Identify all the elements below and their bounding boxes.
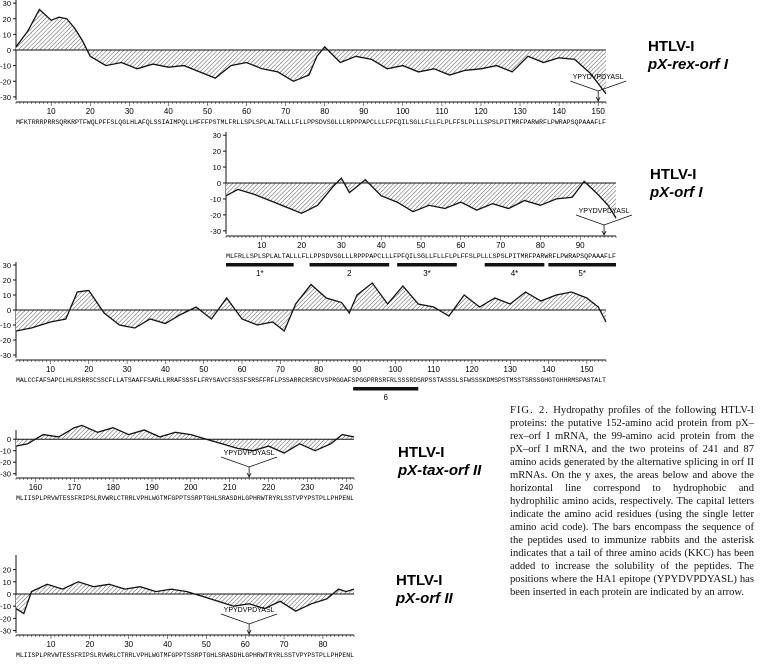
- y-tick-label: -10: [0, 602, 11, 612]
- y-tick-label: 30: [2, 261, 11, 270]
- x-tick-label: 10: [46, 107, 56, 116]
- epitope-callout: [576, 215, 632, 225]
- x-tick-label: 50: [203, 107, 212, 116]
- x-tick-label: 230: [300, 483, 315, 492]
- peptide-bar: [226, 263, 294, 267]
- peptide-label: 3*: [423, 269, 431, 278]
- x-tick-label: 190: [145, 483, 159, 492]
- hydropathy-area: [16, 9, 606, 93]
- x-tick-label: 30: [124, 640, 134, 649]
- x-tick-label: 120: [474, 107, 488, 116]
- x-tick-label: 40: [160, 365, 170, 374]
- hydropathy-area: [16, 283, 606, 331]
- virus-label: HTLV-I: [396, 572, 443, 589]
- x-tick-label: 90: [359, 107, 369, 116]
- virus-label: HTLV-I: [650, 166, 697, 183]
- y-tick-label: 10: [2, 291, 11, 300]
- y-tick-label: 10: [2, 30, 11, 40]
- x-tick-label: 60: [456, 241, 466, 250]
- x-tick-label: 120: [465, 365, 479, 374]
- epitope-label: YPYDVPDYASL: [223, 607, 275, 614]
- y-tick-label: -20: [0, 458, 11, 468]
- amino-acid-sequence: MLIISPLPRVWTESSFRIPSLRVWRLCTRRLVPHLWGTMFGPPTSSRPTGHLSRASDHLGPHRWTRYRLSSTVPYPSTPLLPHPENL: [16, 652, 355, 659]
- x-tick-label: 30: [336, 241, 346, 250]
- peptide-label: 4*: [510, 269, 519, 278]
- y-tick-label: -30: [0, 92, 11, 102]
- y-tick-label: -20: [0, 336, 11, 345]
- y-tick-label: -30: [0, 626, 11, 636]
- x-tick-label: 20: [84, 365, 94, 374]
- x-tick-label: 70: [275, 365, 285, 374]
- x-tick-label: 140: [541, 365, 556, 374]
- x-tick-label: 170: [67, 483, 81, 492]
- chart-3: [0, 261, 606, 402]
- x-tick-label: 110: [427, 365, 440, 374]
- y-tick-label: -20: [210, 210, 221, 220]
- y-tick-label: 0: [216, 179, 221, 188]
- y-tick-label: 10: [2, 577, 11, 587]
- peptide-label: 6: [383, 393, 388, 402]
- x-tick-label: 60: [242, 107, 251, 116]
- protein-label: pX-tax-orf II: [398, 462, 482, 479]
- x-tick-label: 150: [591, 107, 605, 116]
- caption-figure-label: FIG. 2.: [510, 405, 549, 416]
- x-tick-label: 30: [122, 365, 132, 374]
- x-tick-label: 40: [163, 107, 173, 116]
- epitope-callout: [221, 457, 277, 467]
- peptide-bar: [397, 263, 457, 267]
- x-tick-label: 80: [314, 365, 324, 374]
- y-tick-label: 20: [2, 14, 11, 24]
- x-tick-label: 90: [352, 365, 362, 374]
- x-tick-label: 10: [46, 365, 55, 374]
- amino-acid-sequence: MFKTRRRPRRSQRKRPTFWQLPFFSLQGLHLAFQLSSIAIMPQLLHFFFPSTMLFRLLSPLSPLALTALLLFLLPPSDVSGLLLRPPPAPCLLLFPFQILSGLLFLLFLPLFFSLPLLLSPSLPITMRFPARWRFLPWRAPSQPAAAFLF: [16, 119, 607, 126]
- x-tick-label: 40: [376, 241, 386, 250]
- x-tick-label: 40: [163, 640, 172, 649]
- peptide-label: 5*: [578, 269, 586, 278]
- y-tick-label: 30: [2, 0, 11, 9]
- x-tick-label: 100: [388, 365, 402, 374]
- epitope-label: YPYDVPDYASL: [578, 208, 630, 215]
- y-tick-label: 0: [6, 590, 11, 599]
- x-tick-label: 60: [240, 640, 250, 649]
- y-tick-label: 0: [6, 306, 11, 315]
- x-tick-label: 30: [124, 107, 134, 116]
- y-tick-label: 20: [2, 565, 11, 575]
- x-tick-label: 200: [184, 483, 198, 492]
- virus-label: HTLV-I: [398, 444, 445, 461]
- peptide-label: 1*: [256, 269, 264, 278]
- x-tick-label: 80: [320, 107, 330, 116]
- y-tick-label: 20: [212, 147, 221, 157]
- x-tick-label: 110: [435, 107, 449, 116]
- x-tick-label: 90: [575, 241, 585, 250]
- x-tick-label: 20: [85, 640, 95, 649]
- chart-4: [0, 425, 482, 502]
- y-tick-label: 30: [212, 131, 221, 141]
- y-tick-label: -20: [0, 77, 11, 87]
- figure-caption: [510, 404, 754, 599]
- peptide-bar: [310, 263, 390, 267]
- y-tick-label: -30: [0, 351, 11, 360]
- amino-acid-sequence: MLFRLLSPLSPLALTALLLFLLPPSDVSGLLLRPPPAPCLLLFPFQILSGLLFLLFLPLFFSLPLLLSPSLPITMRFPARWRFLPWRAPSQPAAAFLF: [226, 253, 617, 260]
- y-tick-label: -20: [0, 614, 11, 624]
- y-tick-label: 0: [6, 435, 11, 445]
- x-tick-label: 80: [535, 241, 545, 250]
- x-tick-label: 180: [106, 483, 120, 492]
- peptide-bar: [353, 387, 418, 391]
- chart-1: [0, 0, 729, 126]
- x-tick-label: 70: [281, 107, 291, 116]
- x-tick-label: 70: [279, 640, 289, 649]
- amino-acid-sequence: MLIISPLPRVWTESSFRIPSLRVWRLCTRRLVPHLWGTMFGPPTSSRPTGHLSRASDHLGPHRWTRYRLSSTVPYPSTPLLPHPENL: [16, 495, 355, 502]
- caption-text: Hydropathy profiles of the following HTLV-I proteins: the putative 152-amino acid protein from pX–rex–orf I mRNA, the 99-amino acid protein from the pX–orf I mRNA, and the two proteins of 241 and 87 amino acids generated by the alternative splicing in orf II mRNAs. On the y axes, the areas below and above the horizontal line correspond to hydrophobic and hydrophilic amino acids, respectively. The capital letters indicate the amino acid residues (using the single letter amino acid code). The bars encompass the sequence of the peptides used to immunize rabbits and the asterisk indicates that a tail of three amino acids (KKC) has been added to increase the solubility of the peptides. The positions where the HA1 epitope (YPYDVPDYASL) has been inserted in each protein are indicated by an arrow.: [510, 405, 755, 598]
- epitope-label: YPYDVPDYASL: [572, 74, 624, 81]
- x-tick-label: 50: [201, 640, 211, 649]
- x-tick-label: 150: [580, 365, 594, 374]
- protein-label: pX-orf I: [650, 184, 703, 201]
- y-tick-label: -30: [0, 469, 11, 479]
- y-tick-label: -10: [0, 321, 11, 330]
- x-tick-label: 20: [297, 241, 307, 250]
- epitope-callout: [221, 614, 277, 624]
- x-tick-label: 140: [552, 107, 566, 116]
- y-tick-label: -10: [210, 194, 221, 204]
- peptide-bar: [548, 263, 616, 267]
- x-tick-label: 160: [28, 483, 43, 492]
- x-tick-label: 20: [85, 107, 95, 116]
- y-tick-label: 0: [6, 46, 11, 55]
- x-tick-label: 80: [318, 640, 328, 649]
- x-tick-label: 10: [46, 640, 56, 649]
- x-tick-label: 60: [237, 365, 247, 374]
- x-tick-label: 130: [513, 107, 527, 116]
- y-tick-label: -10: [0, 446, 11, 456]
- x-tick-label: 240: [339, 483, 353, 492]
- x-tick-label: 50: [416, 241, 426, 250]
- x-tick-label: 100: [396, 107, 410, 116]
- peptide-label: 2: [347, 269, 352, 278]
- chart-5: [0, 555, 453, 659]
- x-tick-label: 220: [261, 483, 276, 492]
- y-tick-label: -10: [0, 61, 11, 71]
- x-tick-label: 70: [496, 241, 506, 250]
- amino-acid-sequence: MALCCFAFSAPCLHLRSRRSCSSCFLLATSAAFFSARLLRRAFSSSFLFRYSAVCFSSSFSRSFFRFLPSSARRCRSRCVSPRGGAFSPGGPRRSRFRLSSSRDSRPSSTASSSLSFWSSSKDMSPSTMSSTSRSSGHGTGHHRMSPASTALT: [16, 377, 607, 384]
- y-tick-label: 20: [2, 276, 11, 285]
- x-tick-label: 10: [257, 241, 267, 250]
- x-tick-label: 50: [199, 365, 209, 374]
- x-tick-label: 130: [503, 365, 517, 374]
- protein-label: pX-rex-orf I: [648, 56, 729, 73]
- protein-label: pX-orf II: [396, 590, 453, 607]
- virus-label: HTLV-I: [648, 38, 695, 55]
- chart-2: [210, 131, 703, 278]
- x-tick-label: 210: [222, 483, 237, 492]
- y-tick-label: -30: [210, 226, 221, 236]
- y-tick-label: 10: [212, 163, 221, 173]
- epitope-label: YPYDVPDYASL: [223, 450, 275, 457]
- peptide-bar: [485, 263, 545, 267]
